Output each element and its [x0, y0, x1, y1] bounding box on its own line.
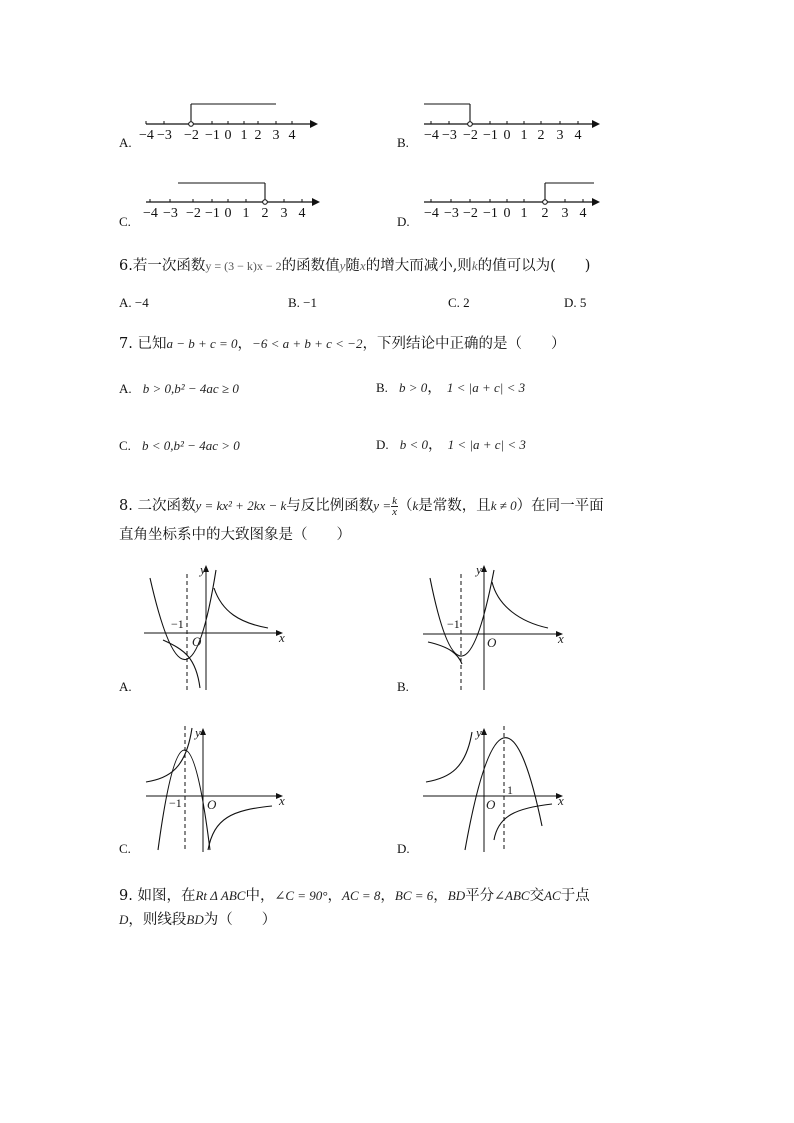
q6-var-x: x [359, 258, 366, 273]
tick-label: 0 [224, 206, 232, 221]
fraction-denominator: x [392, 505, 397, 518]
q9-math: ∠ABC [494, 888, 530, 903]
q9-math: AC [544, 888, 561, 903]
q6-choice-c: C. 2 [448, 295, 470, 310]
q9-math: BD [186, 912, 204, 927]
q8-prefix: 8. 二次函数 [119, 498, 196, 514]
q8-inv-lhs: y = [373, 498, 392, 513]
option-letter: D. [397, 214, 410, 229]
q9-text: 交 [529, 888, 545, 904]
tick-label: −2 [186, 206, 201, 221]
q8-quad: y = kx² + 2kx − k [195, 498, 287, 513]
svg-text:−1: −1 [169, 796, 182, 810]
tick-label: −3 [157, 128, 172, 143]
graph-d-origin-label: O [486, 797, 496, 812]
tick-label: 2 [541, 206, 549, 221]
tick-label: −3 [442, 128, 457, 143]
q6-mid2: 随 [345, 258, 360, 274]
q6-choice-b: B. −1 [288, 295, 318, 310]
tick-label: −4 [139, 128, 154, 143]
tick-label: −1 [205, 128, 220, 143]
q9-text: ， [433, 888, 448, 904]
tick-label: 2 [537, 128, 545, 143]
tick-label: 0 [224, 128, 232, 143]
graph-b-x-label: x [558, 631, 564, 646]
option-letter: C. [119, 438, 131, 453]
q9-text: 9. 如图，在 [119, 888, 196, 904]
tick-label: 1 [240, 128, 248, 143]
graph-a-y-label: y [200, 562, 206, 577]
q9-text: ，则线段 [128, 912, 187, 928]
q7-option-a-math: b > 0,b² − 4ac ≥ 0 [142, 381, 239, 396]
graph-b-origin-label: O [487, 635, 497, 650]
tick-label: 1 [520, 206, 528, 221]
tick-label: −4 [143, 206, 158, 221]
q9-math: BC = 6 [394, 888, 434, 903]
option-letter: B. [397, 679, 409, 694]
option-letter: B. [376, 380, 388, 395]
option-letter: D. [376, 437, 389, 452]
q9-math: BD [447, 888, 466, 903]
q7-cond1: a − b + c = 0 [166, 336, 238, 351]
graph-a-x-label: x [279, 630, 285, 645]
q7-cond2: −6 < a + b + c < −2 [252, 336, 363, 351]
svg-text:−1: −1 [447, 617, 460, 631]
option-letter: B. [397, 135, 409, 150]
q9-text: 平分 [465, 888, 495, 904]
q8-mid: 与反比例函数 [286, 498, 374, 514]
tick-label: 1 [242, 206, 250, 221]
q7-option-d-math2: 1 < |a + c| < 3 [447, 437, 526, 452]
q9-text: 于点 [560, 888, 590, 904]
q8-paren-open: （ [397, 498, 413, 514]
q7-option-d-sep: ， [428, 437, 443, 453]
question-9-line2 [119, 908, 276, 929]
q9-text: ， [380, 888, 395, 904]
svg-text:−1: −1 [171, 617, 184, 631]
tick-label: −4 [424, 128, 439, 143]
q7-suffix: ，下列结论中正确的是（ ） [362, 336, 566, 352]
question-8-line2: 直角坐标系中的大致图象是（ ） [119, 527, 351, 543]
tick-label: −1 [483, 128, 498, 143]
fraction-numerator: k [392, 494, 397, 507]
q7-option-d-math1: b < 0 [399, 437, 429, 452]
tick-label: 3 [556, 128, 564, 143]
tick-label: 2 [261, 206, 269, 221]
tick-label: 3 [272, 128, 280, 143]
graph-b-y-label: y [476, 562, 482, 577]
tick-label: 4 [298, 206, 306, 221]
option-letter: C. [119, 214, 131, 229]
graph-d-y-label: y [476, 725, 482, 740]
q6-choice-a: A. −4 [119, 295, 149, 310]
option-letter: D. [397, 841, 410, 856]
tick-label: −4 [424, 206, 439, 221]
q8-paren-close: ）在同一平面 [516, 498, 604, 514]
q8-paren-mid: 是常数，且 [418, 498, 491, 514]
option-letter: C. [119, 841, 131, 856]
q6-choice-d: D. 5 [564, 295, 587, 310]
q6-var-k: k [471, 258, 478, 273]
option-letter: A. [119, 679, 132, 694]
tick-label: 4 [579, 206, 587, 221]
q6-mid3: 的增大而减小,则 [365, 258, 472, 274]
q7-prefix: 7. 已知 [119, 336, 167, 352]
graph-a-origin-label: O [192, 634, 202, 649]
graph-c-origin-label: O [207, 797, 217, 812]
tick-label: 2 [254, 128, 262, 143]
tick-label: 0 [503, 206, 511, 221]
tick-label: −2 [463, 128, 478, 143]
q7-option-b-sep: ， [427, 380, 442, 396]
question-9-line1 [119, 884, 590, 905]
tick-label: 1 [520, 128, 528, 143]
q9-math: ∠C = 90° [274, 888, 328, 903]
tick-label: −2 [463, 206, 478, 221]
q7-option-c-math: b < 0,b² − 4ac > 0 [142, 438, 240, 453]
tick-label: 4 [574, 128, 582, 143]
q9-math: Rt Δ ABC [195, 888, 246, 903]
q9-text: ， [327, 888, 343, 904]
tick-label: −1 [483, 206, 498, 221]
option-letter: A. [119, 381, 132, 396]
tick-label: −2 [184, 128, 199, 143]
q6-var-y: y [339, 258, 346, 273]
tick-label: 4 [288, 128, 296, 143]
q9-math: D [119, 912, 129, 927]
q8-var-k: k [412, 498, 419, 513]
option-letter: A. [119, 135, 132, 150]
tick-label: −3 [444, 206, 459, 221]
tick-label: 3 [561, 206, 569, 221]
q7-sep: ， [237, 336, 253, 352]
tick-label: 0 [503, 128, 511, 143]
graph-c-y-label: y [195, 725, 201, 740]
q6-prefix: 6.若一次函数 [119, 258, 206, 274]
q9-math: AC = 8 [342, 888, 381, 903]
graph-d-x-label: x [558, 793, 564, 808]
q9-text: 为（ ） [203, 912, 277, 928]
q7-option-b-math1: b > 0 [399, 380, 428, 395]
graph-c-x-label: x [279, 793, 285, 808]
tick-label: 3 [280, 206, 288, 221]
tick-label: −1 [205, 206, 220, 221]
q6-mid1: 的函数值 [281, 258, 340, 274]
q8-k-nonzero: k ≠ 0 [490, 498, 517, 513]
q6-suffix: 的值可以为( ) [477, 258, 591, 274]
q7-option-b-math2: 1 < |a + c| < 3 [446, 380, 526, 395]
q9-text: 中， [245, 888, 275, 904]
tick-label: −3 [163, 206, 178, 221]
graph-d-tick-1-label: 1 [507, 783, 513, 797]
q6-formula: y = (3 − k)x − 2 [205, 259, 282, 273]
